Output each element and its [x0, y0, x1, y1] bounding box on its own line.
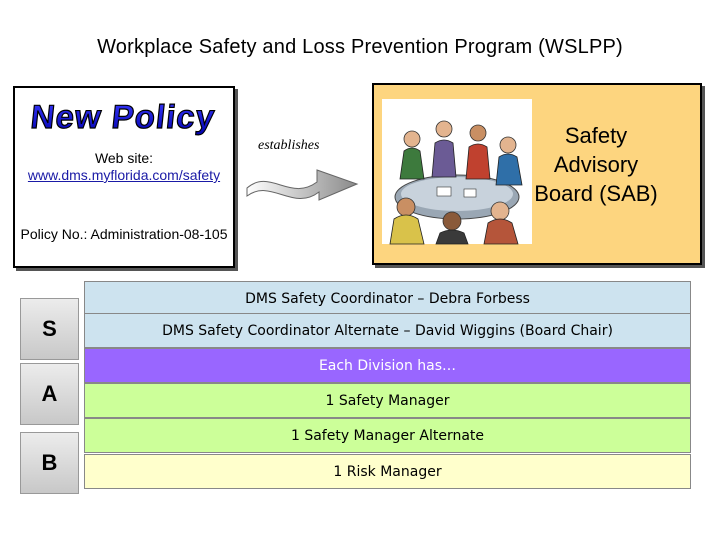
- website-link[interactable]: www.dms.myflorida.com/safety: [27, 167, 221, 183]
- sab-title: Safety Advisory Board (SAB): [534, 123, 658, 206]
- new-policy-heading: [28, 98, 217, 136]
- division-text: Each Division has…: [318, 357, 457, 374]
- risk-manager-text: 1 Risk Manager: [333, 463, 442, 480]
- safety-manager-alternate-band: [84, 418, 691, 453]
- letter-b: B: [20, 432, 79, 494]
- page-title: Workplace Safety and Loss Prevention Program (WSLPP): [97, 36, 623, 58]
- coordinator-text: DMS Safety Coordinator – Debra Forbess: [245, 290, 530, 307]
- letter-s: S: [20, 298, 79, 360]
- svg-text:New Policy: New Policy: [28, 99, 217, 136]
- coordinator-alternate-band: [84, 313, 691, 348]
- policy-box: [13, 86, 235, 268]
- meeting-clipart-icon: [382, 99, 532, 244]
- coordinator-alternate-text: DMS Safety Coordinator Alternate – David Wiggins (Board Chair): [162, 322, 613, 339]
- safety-manager-band: [84, 383, 691, 418]
- risk-manager-band: [84, 454, 691, 489]
- establishes-arrow-icon: [245, 160, 360, 210]
- website-label: Web site:: [94, 150, 154, 166]
- letter-a: A: [20, 363, 79, 425]
- safety-manager-text: 1 Safety Manager: [325, 392, 450, 409]
- coordinator-band: [84, 281, 691, 316]
- establishes-label: establishes: [258, 138, 320, 153]
- division-band: [84, 348, 691, 383]
- safety-manager-alternate-text: 1 Safety Manager Alternate: [290, 427, 485, 444]
- policy-number: Policy No.: Administration-08-105: [20, 226, 228, 242]
- safety-advisory-board-box: [372, 83, 702, 265]
